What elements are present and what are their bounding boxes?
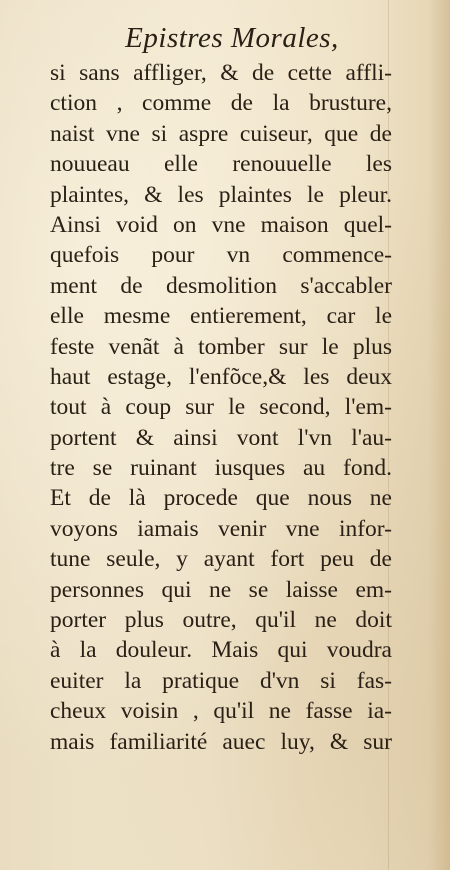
text-line: ment de desmolition s'accabler xyxy=(50,272,392,299)
text-line: mais familiarité auec luy, & sur xyxy=(50,728,392,755)
text-line: cheux voisin , qu'il ne fasse ia- xyxy=(50,698,392,725)
text-line: ction , comme de la brusture, xyxy=(50,90,392,117)
text-line: Ainsi void on vne maison quel- xyxy=(50,211,392,238)
running-head: Epistres Morales, xyxy=(125,22,339,54)
text-line: portent & ainsi vont l'vn l'au- xyxy=(50,424,392,451)
text-line: tout à coup sur le second, l'em- xyxy=(50,394,392,421)
text-line: Et de là procede que nous ne xyxy=(50,485,392,512)
text-line: personnes qui ne se laisse em- xyxy=(50,576,392,603)
text-line: tune seule, y ayant fort peu de xyxy=(50,546,392,573)
text-line: naist vne si aspre cuiseur, que de xyxy=(50,120,392,147)
text-line: porter plus outre, qu'il ne doit xyxy=(50,607,392,634)
text-line: quefois pour vn commence- xyxy=(50,242,392,269)
text-line: à la douleur. Mais qui voudra xyxy=(50,637,392,664)
text-line: si sans affliger, & de cette affli- xyxy=(50,60,392,86)
body-text xyxy=(50,58,392,757)
page-edge-shadow xyxy=(428,0,450,870)
text-line: euiter la pratique d'vn si fas- xyxy=(50,667,392,694)
text-line: voyons iamais venir vne infor- xyxy=(50,515,392,542)
text-line: feste venãt à tomber sur le plus xyxy=(50,333,392,360)
text-line: elle mesme entierement, car le xyxy=(50,303,392,330)
text-line: plaintes, & les plaintes le pleur. xyxy=(50,181,392,208)
text-line: tre se ruinant iusques au fond. xyxy=(50,455,392,482)
text-line: nouueau elle renouuelle les xyxy=(50,151,392,178)
text-line: haut estage, l'enfõce,& les deux xyxy=(50,363,392,390)
